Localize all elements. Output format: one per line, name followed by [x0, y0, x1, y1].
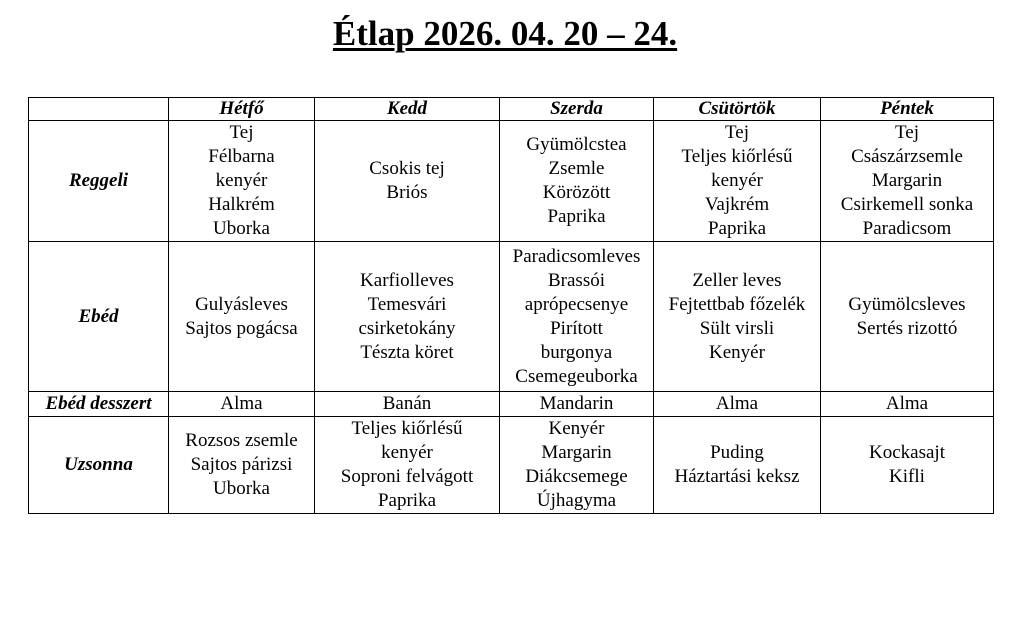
day-header: Szerda [500, 98, 654, 121]
menu-item: Uborka [213, 478, 270, 499]
menu-item: Uborka [213, 218, 270, 239]
menu-cell [169, 417, 315, 514]
menu-item: Karfiolleves [360, 269, 454, 291]
menu-item: Halkrém [208, 194, 275, 215]
menu-item: Margarin [541, 442, 612, 463]
menu-item: Körözött [542, 182, 611, 203]
menu-item: Paprika [707, 218, 767, 239]
menu-item: Margarin [871, 170, 943, 191]
menu-item: Császárzsemle [851, 146, 963, 167]
menu-item: kenyér [381, 442, 433, 463]
menu-item: Tej [229, 122, 254, 143]
menu-item: Teljes kiőrlésű [681, 146, 793, 167]
menu-cell [169, 392, 315, 417]
menu-item: Mandarin [539, 393, 614, 414]
menu-cell [315, 417, 500, 514]
menu-item: Újhagyma [536, 490, 617, 511]
menu-cell [315, 242, 500, 392]
menu-item: Fejtettbab főzelék [668, 293, 806, 315]
meal-label: Reggeli [29, 121, 169, 242]
day-header: Hétfő [169, 98, 315, 121]
menu-item: Zeller leves [692, 269, 782, 291]
menu-cell [654, 417, 821, 514]
menu-item: Rozsos zsemle [185, 430, 298, 451]
menu-cell [654, 121, 821, 242]
menu-cell [500, 242, 654, 392]
menu-item: Teljes kiőrlésű [351, 418, 463, 439]
menu-item: Briós [386, 182, 428, 203]
menu-cell [654, 242, 821, 392]
menu-item: Alma [715, 393, 759, 414]
menu-item: burgonya [540, 341, 613, 363]
menu-item: Sertés rizottó [856, 317, 958, 339]
menu-item: Alma [885, 393, 929, 414]
menu-item: kenyér [215, 170, 268, 191]
day-header: Péntek [821, 98, 994, 121]
menu-item: Csemegeuborka [515, 365, 638, 387]
menu-body [29, 121, 994, 514]
menu-item: Zsemle [548, 158, 605, 179]
menu-item: Banán [382, 393, 432, 414]
meal-label: Ebéd desszert [29, 392, 169, 417]
row-reggeli [29, 121, 994, 242]
page-title: Étlap 2026. 04. 20 – 24. [332, 14, 678, 53]
row-uzsonna [29, 417, 994, 514]
menu-item: Csirkemell sonka [840, 194, 974, 215]
menu-cell [654, 392, 821, 417]
menu-item: Brassói [548, 269, 605, 291]
day-header: Csütörtök [654, 98, 821, 121]
menu-cell [821, 392, 994, 417]
menu-item: Gulyásleves [195, 293, 288, 315]
menu-item: Kockasajt [869, 442, 945, 463]
menu-cell [500, 392, 654, 417]
header-row [29, 98, 994, 121]
menu-cell [169, 121, 315, 242]
menu-table [28, 97, 994, 514]
menu-item: Kifli [889, 466, 925, 487]
row-ebed [29, 242, 994, 392]
menu-cell [315, 392, 500, 417]
menu-item: Tej [725, 122, 749, 143]
day-header: Kedd [315, 98, 500, 121]
menu-item: Gyümölcstea [526, 134, 627, 155]
menu-item: kenyér [711, 170, 763, 191]
menu-item: Pirított [550, 317, 603, 339]
meal-label: Uzsonna [29, 417, 169, 514]
menu-item: Tej [895, 122, 919, 143]
menu-item: Puding [710, 442, 764, 463]
menu-item: aprópecsenye [524, 293, 629, 315]
menu-item: Paradicsomleves [512, 245, 641, 267]
menu-item: Temesvári [367, 293, 447, 315]
menu-item: Vajkrém [704, 194, 770, 215]
menu-item: Paprika [377, 490, 437, 511]
menu-cell [821, 121, 994, 242]
menu-item: Gyümölcsleves [848, 293, 966, 315]
menu-cell [315, 121, 500, 242]
menu-item: Tészta köret [360, 341, 454, 363]
menu-item: Soproni felvágott [340, 466, 474, 487]
menu-item: Kenyér [709, 341, 765, 363]
row-ebed-desszert [29, 392, 994, 417]
menu-item: Sajtos pogácsa [185, 317, 298, 339]
meal-label: Ebéd [29, 242, 169, 392]
menu-item: Diákcsemege [525, 466, 628, 487]
menu-item: Paradicsom [862, 218, 952, 239]
menu-cell [500, 121, 654, 242]
menu-item: csirketokány [358, 317, 456, 339]
menu-item: Sült virsli [699, 317, 775, 339]
menu-item: Alma [220, 393, 263, 414]
menu-cell [821, 242, 994, 392]
menu-cell [821, 417, 994, 514]
corner-cell [29, 98, 169, 121]
menu-item: Háztartási keksz [674, 466, 800, 487]
menu-item: Csokis tej [369, 158, 445, 179]
menu-item: Paprika [547, 206, 606, 227]
menu-cell [169, 242, 315, 392]
menu-item: Félbarna [208, 146, 275, 167]
menu-cell [500, 417, 654, 514]
menu-item: Kenyér [548, 418, 605, 439]
menu-item: Sajtos párizsi [190, 454, 293, 475]
